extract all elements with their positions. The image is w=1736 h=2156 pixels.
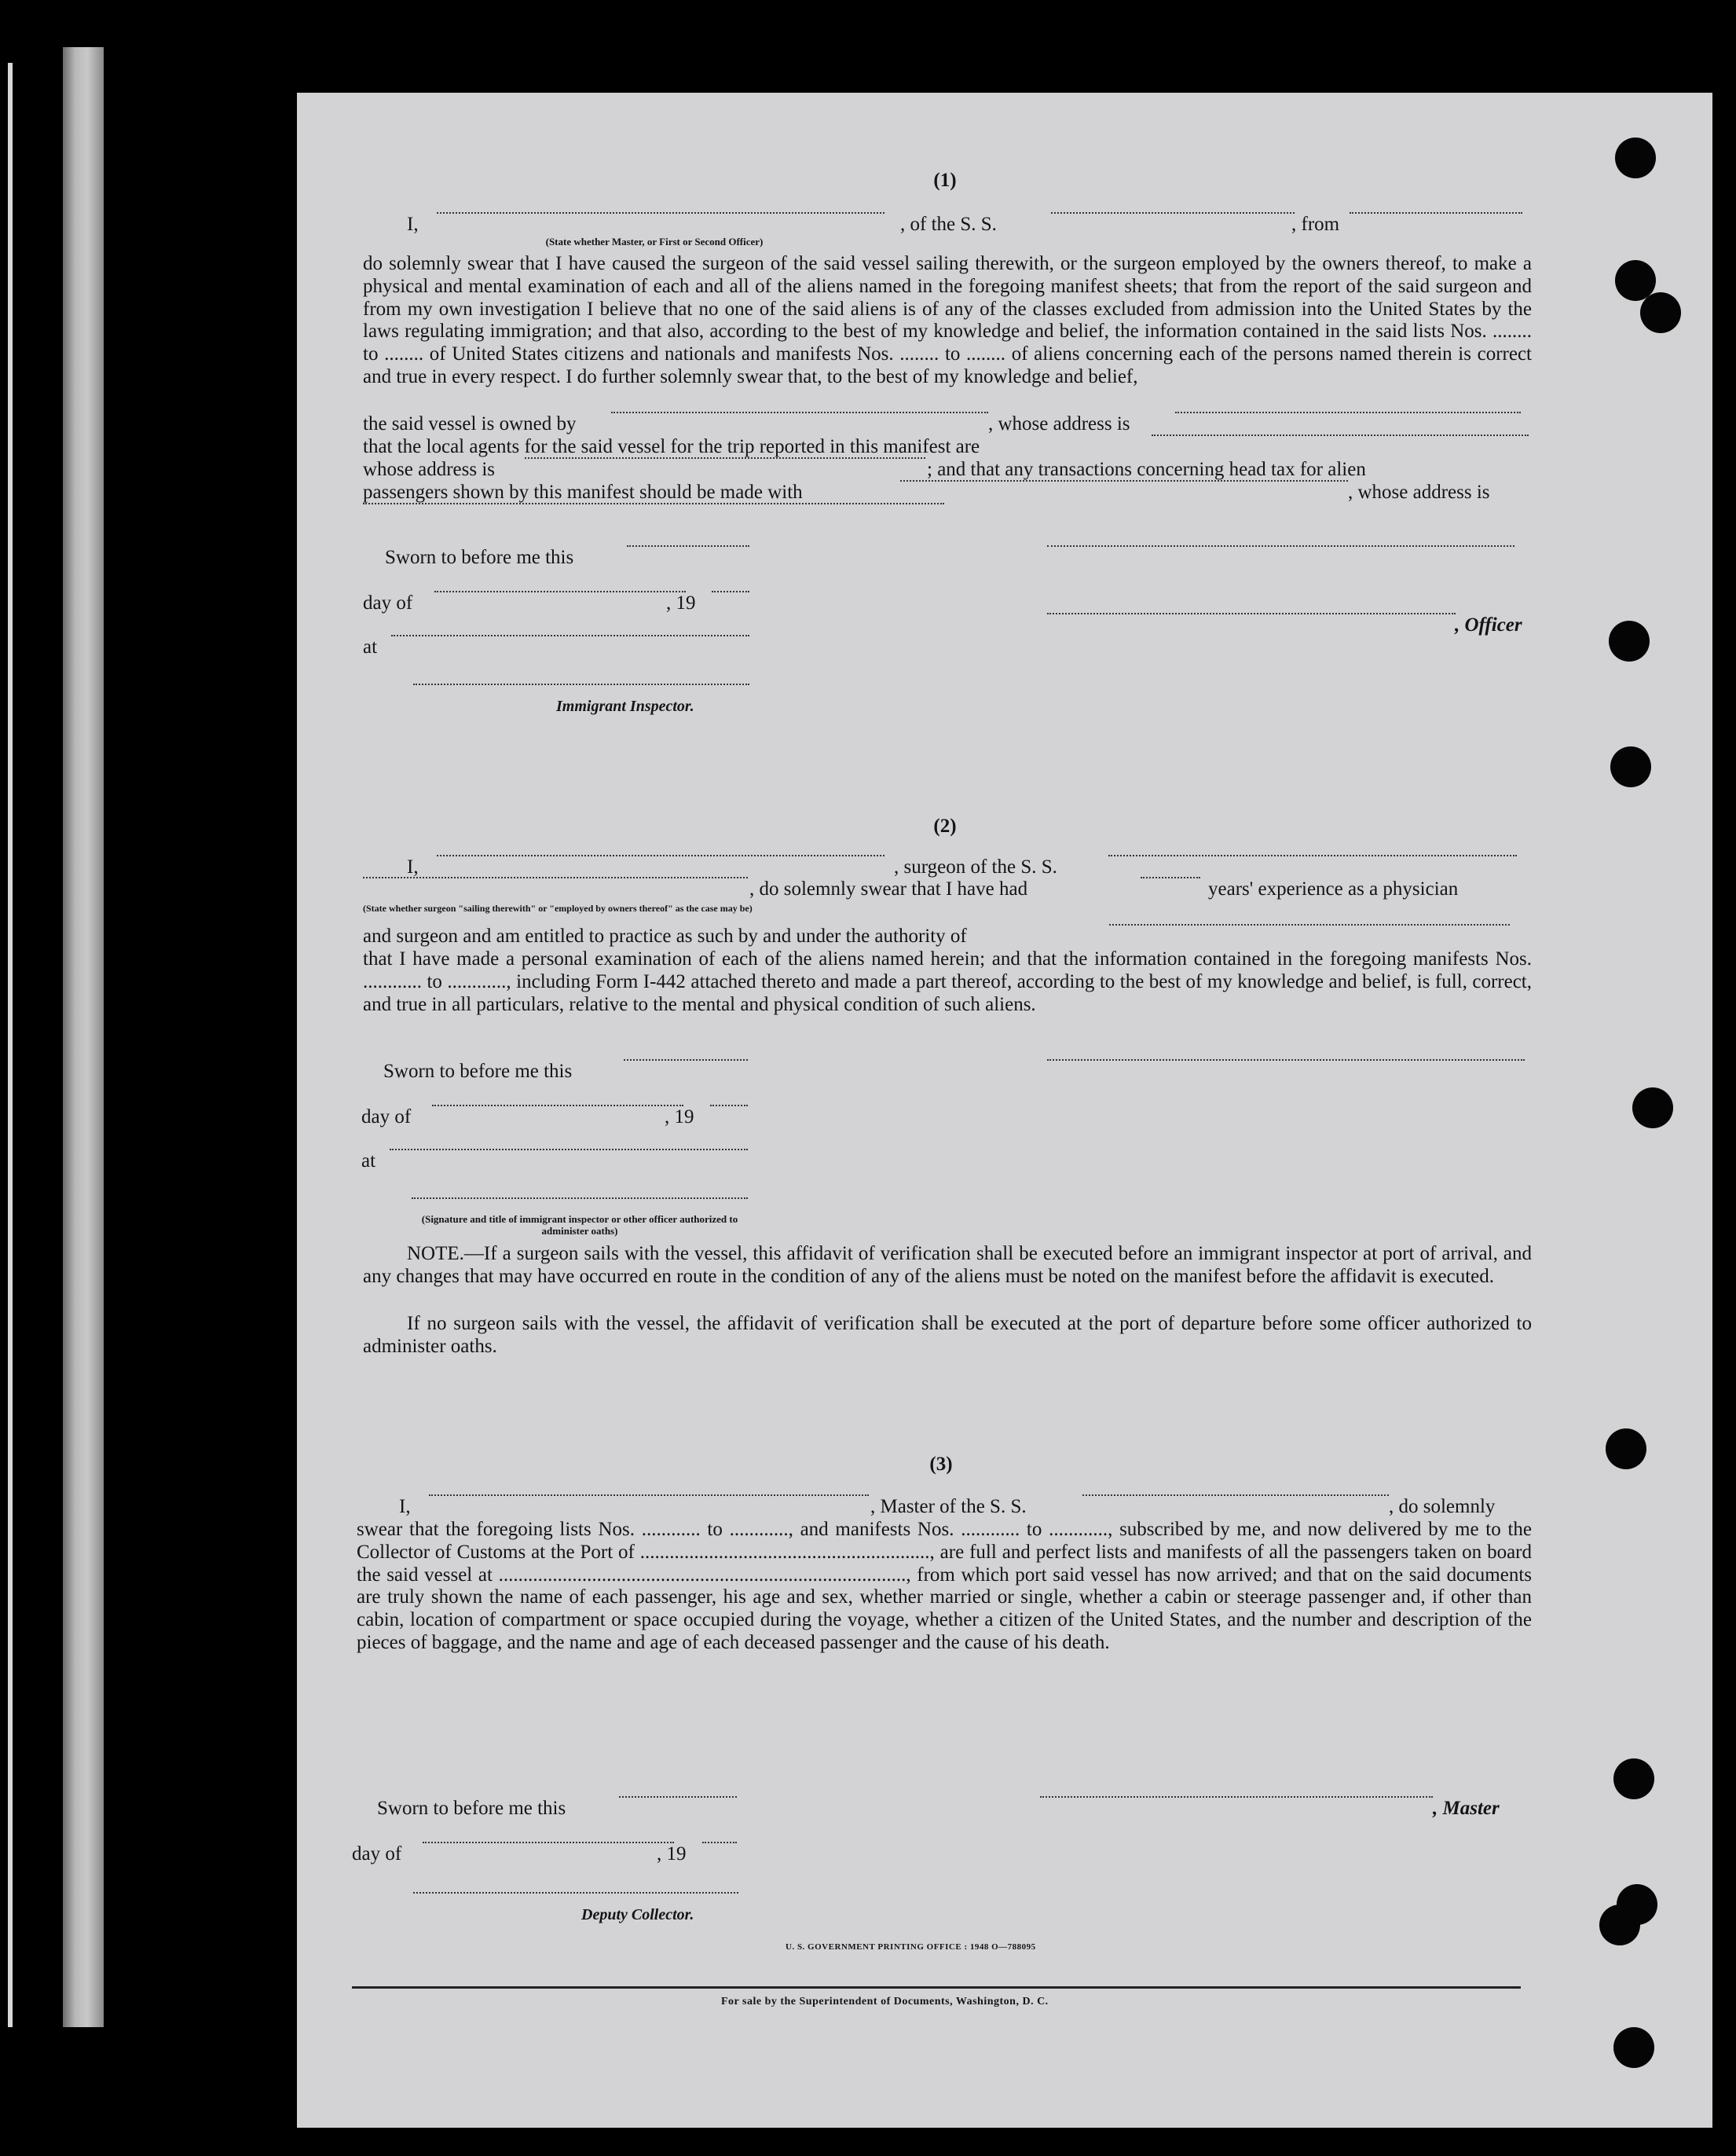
immigrant-inspector-label: Immigrant Inspector. (556, 698, 694, 715)
agents-address-field[interactable] (525, 457, 925, 459)
master-of-label: , Master of the S. S. (870, 1496, 1027, 1517)
surgeon-ship-field[interactable] (1108, 855, 1517, 856)
punch-hole (1610, 746, 1651, 787)
master-signature-field[interactable] (1040, 1796, 1433, 1798)
years-field[interactable] (1141, 877, 1200, 878)
officer-signature-field[interactable] (1047, 545, 1514, 547)
year-label-1: , 19 (666, 592, 696, 614)
party-address-field[interactable] (363, 503, 944, 504)
officer-label: , Officer (1455, 614, 1522, 636)
inspector-signature-field[interactable] (413, 684, 749, 685)
surgeon-note-2 (363, 1313, 1532, 1358)
state-whether-note: (State whether Master, or First or Second Officer) (545, 236, 764, 248)
affidavit-3-body (357, 1519, 1532, 1655)
affidavit-2-i-label: I, (407, 856, 419, 878)
owned-by-label: the said vessel is owned by (363, 413, 577, 434)
passengers-label: passengers shown by this manifest should be made with (363, 482, 803, 503)
affidavit-2-body (363, 948, 1532, 1016)
agents-address-label: whose address is (363, 459, 496, 480)
head-tax-label: ; and that any transactions concerning head tax for alien (927, 459, 1366, 480)
deputy-collector-label: Deputy Collector. (581, 1906, 694, 1923)
affidavit-1-body (363, 253, 1532, 389)
sworn-label-3: Sworn to before me this (377, 1798, 566, 1819)
affidavit-2-number: (2) (933, 816, 957, 837)
punch-hole (1613, 1758, 1654, 1799)
punch-hole (1640, 292, 1681, 333)
officer-title-field[interactable] (1047, 613, 1456, 614)
note-1-paragraph: NOTE.—If a surgeon sails with the vessel, this affidavit of verification shall be executed before an immigrant inspector at port of arrival, and any changes that may have occurred en route in the condition of any of the aliens must be noted on the manifest before the affidavit is executed. (363, 1243, 1532, 1287)
owner-address-label: , whose address is (988, 413, 1130, 434)
from-port-field[interactable] (1350, 212, 1522, 214)
at-field-2[interactable] (390, 1149, 748, 1150)
local-agents-field[interactable] (1152, 434, 1529, 436)
swear-label: , do solemnly swear that I have had (749, 878, 1028, 900)
at-label-2: at (361, 1150, 376, 1172)
sworn-date-field-1[interactable] (627, 545, 749, 547)
surgeon-signature-field[interactable] (1047, 1059, 1525, 1061)
year-field-1[interactable] (712, 591, 749, 592)
note-2-paragraph: If no surgeon sails with the vessel, the affidavit of verification shall be executed at the port of departure before some officer authorized to administer oaths. (363, 1313, 1532, 1357)
sworn-label-1: Sworn to before me this (385, 547, 574, 568)
master-name-field[interactable] (429, 1494, 869, 1496)
of-ss-label: , of the S. S. (900, 214, 997, 235)
surgeon-of-label: , surgeon of the S. S. (894, 856, 1057, 878)
punch-hole (1617, 1884, 1657, 1925)
year-field-2[interactable] (710, 1105, 748, 1106)
affidavit-3-paragraph: swear that the foregoing lists Nos. ............ to ............, and manifests Nos. ............ to ............, subscribed by me, and now delivered by me to the Collector of Customs at the Port of ..........................................................., are full and perfect lists and manifests of all the passengers taken on board the said vessel at ..................................................................................., from which port said vessel has now arrived; and that on the said documents are truly shown the name of each passenger, his age and sex, whether married or single, whether a cabin or steerage passenger and, if other than cabin, location of compartment or space occupied during the voyage, whether a citizen of the United States, and the number and description of the pieces of baggage, and the name and age of each deceased passenger and the cause of his death. (357, 1519, 1532, 1653)
do-solemnly-label: , do solemnly (1389, 1496, 1496, 1517)
sworn-date-field-2[interactable] (624, 1059, 748, 1061)
owner-field[interactable] (611, 412, 988, 413)
document-page (297, 93, 1712, 2128)
punch-hole (1613, 2027, 1654, 2068)
administering-officer-field[interactable] (412, 1197, 748, 1199)
years-label: years' experience as a physician (1208, 878, 1459, 900)
affidavit-1-number: (1) (933, 170, 957, 191)
master-ship-field[interactable] (1082, 1494, 1389, 1496)
surgeon-status-field[interactable] (363, 877, 748, 878)
at-field-1[interactable] (391, 635, 749, 636)
surgeon-name-field[interactable] (437, 855, 884, 856)
day-of-label-2: day of (361, 1106, 412, 1128)
owner-address-field[interactable] (1175, 412, 1521, 413)
collector-signature-field[interactable] (413, 1892, 738, 1894)
officer-name-field[interactable] (437, 212, 884, 214)
punch-hole (1606, 1428, 1646, 1469)
punch-hole (1609, 621, 1650, 662)
authority-label: and surgeon and am entitled to practice as such by and under the authority of (363, 926, 967, 947)
printing-office-line: U. S. GOVERNMENT PRINTING OFFICE : 1948 O—788095 (786, 1942, 1036, 1952)
affidavit-3-i-label: I, (399, 1496, 411, 1517)
head-tax-party-field[interactable] (900, 480, 1348, 482)
sworn-date-field-3[interactable] (619, 1796, 737, 1798)
sworn-label-2: Sworn to before me this (383, 1061, 573, 1082)
signature-title-note: (Signature and title of immigrant inspector or other officer authorized to administer oaths) (421, 1213, 738, 1237)
at-label-1: at (363, 636, 378, 658)
year-label-2: , 19 (665, 1106, 694, 1128)
authority-field[interactable] (1109, 924, 1510, 926)
affidavit-2-paragraph: that I have made a personal examination of each of the aliens named herein; and that the information contained in the foregoing manifests Nos. ............ to ............, including Form I-442 attached thereto and made a part thereof, according to the best of my knowledge and belief, is full, correct, and true in all particulars, relative to the mental and physical condition of such aliens. (363, 948, 1532, 1015)
film-edge-strip (8, 63, 13, 2027)
master-label: , Master (1433, 1798, 1500, 1819)
year-field-3[interactable] (702, 1842, 737, 1843)
day-of-label-3: day of (352, 1843, 402, 1864)
day-of-field-2[interactable] (432, 1105, 683, 1106)
day-of-field-1[interactable] (434, 591, 686, 592)
surgeon-note-1 (363, 1243, 1532, 1289)
sale-line: For sale by the Superintendent of Documents, Washington, D. C. (721, 1996, 1049, 2008)
ship-name-field[interactable] (1051, 212, 1295, 214)
footer-rule (352, 1986, 1521, 1989)
year-label-3: , 19 (657, 1843, 687, 1864)
surgeon-status-note: (State whether surgeon "sailing therewith" or "employed by owners thereof" as the case may be) (363, 903, 753, 914)
punch-hole (1632, 1087, 1673, 1128)
affidavit-3-number: (3) (929, 1454, 953, 1475)
film-edge-band (63, 47, 104, 2027)
day-of-label-1: day of (363, 592, 413, 614)
party-address-label: , whose address is (1348, 482, 1490, 503)
affidavit-1-paragraph: do solemnly swear that I have caused the surgeon of the said vessel sailing therewith, or the surgeon employed by the owners thereof, to make a physical and mental examination of each and all of the aliens named in the foregoing manifest sheets; that from the report of the said surgeon and from my own investigation I believe that no one of the said aliens is of any of the classes excluded from admission into the United States by the laws regulating immigration; and that also, according to the best of my knowledge and belief, the information contained in the said lists Nos. ........ to ........ of United States citizens and nationals and manifests Nos. ........ to ........ of aliens concerning each of the persons named therein is correct and true in every respect. I do further solemnly swear that, to the best of my knowledge and belief, (363, 253, 1532, 387)
day-of-field-3[interactable] (423, 1842, 674, 1843)
affidavit-1-i-label: I, (407, 214, 419, 235)
from-label: , from (1291, 214, 1340, 235)
punch-hole (1615, 138, 1656, 178)
local-agents-label: that the local agents for the said vessel for the trip reported in this manifest are (363, 436, 980, 457)
